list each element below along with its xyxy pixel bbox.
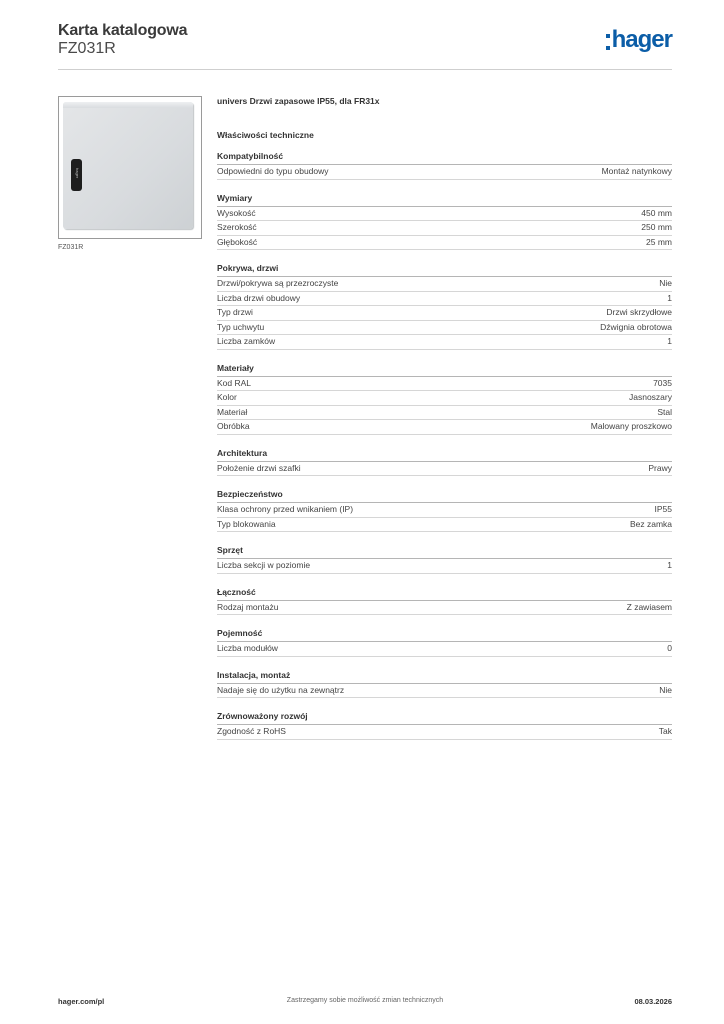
group-title: Sprzęt [217,545,672,559]
footer-date: 08.03.2026 [634,997,672,1006]
footer-disclaimer: Zastrzegamy sobie możliwość zmian technicznych [286,997,444,1004]
page-header [58,22,672,70]
technical-properties-heading: Właściwości techniczne [217,130,314,140]
property-row [217,335,672,350]
document-title: Karta katalogowa [58,22,188,39]
property-row [217,559,672,574]
group-title: Instalacja, montaż [217,670,672,684]
property-row [217,406,672,421]
property-row [217,292,672,307]
property-value: Malowany proszkowo [590,421,672,431]
property-label: Odpowiedni do typu obudowy [217,166,329,176]
property-value: Jasnoszary [629,392,672,402]
property-value: Nie [659,684,672,695]
property-row [217,725,672,740]
property-value: 250 mm [641,222,672,232]
property-row [217,462,672,477]
property-row [217,321,672,336]
property-label: Liczba drzwi obudowy [217,292,301,303]
group-title: Architektura [217,448,672,462]
property-label: Nadaje się do użytku na zewnątrz [217,684,345,695]
property-value: 450 mm [641,207,672,218]
property-label: Liczba modułów [217,643,278,653]
property-row [217,377,672,392]
property-label: Obróbka [217,421,250,431]
property-row [217,236,672,251]
group-title: Bezpieczeństwo [217,489,672,503]
property-row [217,277,672,292]
property-label: Zgodność z RoHS [217,726,286,736]
product-code: FZ031R [58,40,116,57]
property-value: 1 [667,336,672,346]
property-label: Wysokość [217,207,256,218]
property-value: Montaż natynkowy [601,166,672,176]
group-title: Pokrywa, drzwi [217,263,672,277]
property-value: Drzwi skrzydłowe [606,307,672,317]
property-value: 1 [667,560,672,570]
logo-text: hager [611,26,672,53]
image-caption: FZ031R [58,244,84,251]
property-value: Nie [659,278,672,288]
property-value: 25 mm [646,236,672,247]
property-row [217,221,672,236]
property-row [217,165,672,180]
property-row [217,391,672,406]
footer-website-link[interactable]: hager.com/pl [58,997,105,1006]
property-groups [217,151,672,740]
property-row [217,420,672,435]
property-label: Materiał [217,406,248,417]
property-value: 1 [667,292,672,303]
property-value: Dźwignia obrotowa [600,321,672,332]
property-value: 7035 [653,377,672,388]
logo-dots-icon [606,34,610,50]
property-row [217,207,672,222]
property-row [217,306,672,321]
property-label: Typ blokowania [217,518,276,529]
property-label: Położenie drzwi szafki [217,462,301,473]
property-label: Liczba zamków [217,336,276,346]
property-label: Typ uchwytu [217,321,265,332]
property-label: Liczba sekcji w poziomie [217,560,311,570]
property-label: Klasa ochrony przed wnikaniem (IP) [217,504,354,514]
property-value: Z zawiasem [626,601,672,612]
property-label: Drzwi/pokrywa są przezroczyste [217,278,339,288]
property-label: Szerokość [217,222,257,232]
hager-logo [606,28,672,54]
property-label: Głębokość [217,236,258,247]
property-row [217,518,672,533]
property-label: Kod RAL [217,377,252,388]
property-value: Tak [658,726,672,736]
door-handle-icon [71,159,82,191]
handle-brand-text: hager [75,168,80,179]
product-details [217,96,672,740]
property-row [217,642,672,657]
group-title: Kompatybilność [217,151,672,165]
product-subtitle: univers Drzwi zapasowe IP55, dla FR31x [217,96,380,106]
property-value: Stal [657,406,672,417]
group-title: Pojemność [217,628,672,642]
group-title: Wymiary [217,193,672,207]
property-label: Typ drzwi [217,307,253,317]
property-value: Bez zamka [629,518,672,529]
property-row [217,503,672,518]
page-footer [58,997,672,1009]
property-value: IP55 [654,504,672,514]
property-value: 0 [667,643,672,653]
property-label: Kolor [217,392,237,402]
property-value: Prawy [648,462,672,473]
group-title: Materiały [217,363,672,377]
property-row [217,684,672,699]
group-title: Zrównoważony rozwój [217,711,672,725]
property-row [217,601,672,616]
product-image [58,96,202,239]
group-title: Łączność [217,587,672,601]
door-panel-illustration [63,102,193,229]
property-label: Rodzaj montażu [217,601,279,612]
